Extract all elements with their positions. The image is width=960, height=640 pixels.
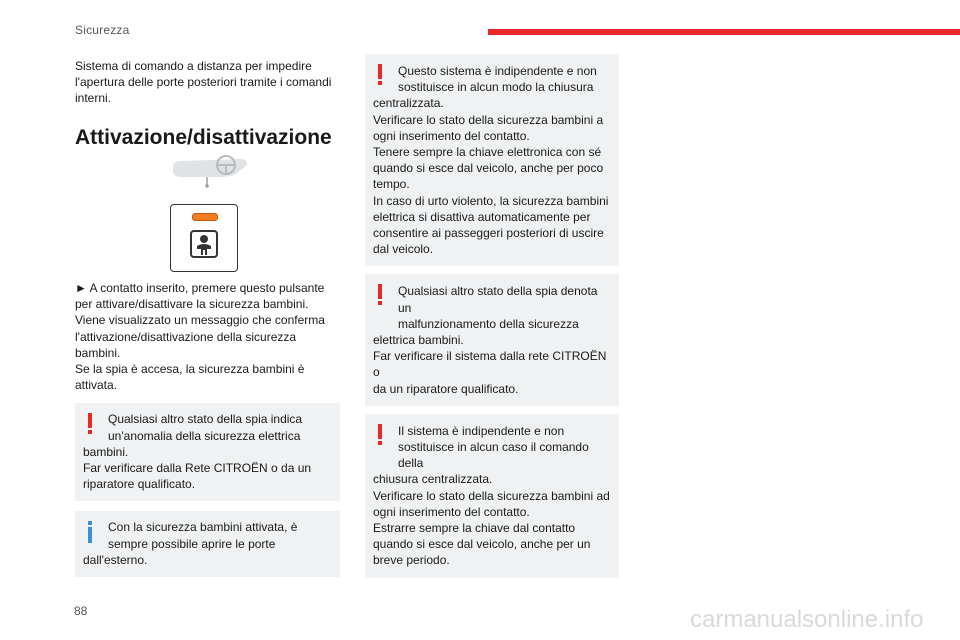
instruction-line: Se la spia è accesa, la sicurezza bambini è bbox=[75, 362, 305, 377]
warning-line: centralizzata. bbox=[373, 96, 444, 111]
warning-icon bbox=[377, 284, 383, 306]
info-line: sempre possibile aprire le porte bbox=[108, 536, 276, 551]
warning-box-malfunction bbox=[365, 274, 619, 405]
warning-icon bbox=[377, 64, 383, 86]
warning-line: elettrica si disattiva automaticamente per bbox=[373, 209, 591, 224]
warning-line: sostituisce in alcun modo la chiusura bbox=[398, 80, 594, 95]
info-icon bbox=[87, 521, 93, 543]
warning-box-independence bbox=[365, 54, 619, 266]
instruction-line: attivata. bbox=[75, 378, 118, 393]
instruction-line: l'attivazione/disattivazione della sicurezza bbox=[75, 329, 297, 344]
warning-line: quando si esce dal veicolo, anche per poco bbox=[373, 161, 604, 176]
warning-line: riparatore qualificato. bbox=[83, 477, 196, 492]
steering-wheel-dashboard-icon bbox=[171, 151, 251, 191]
warning-line: bambini. bbox=[83, 444, 129, 459]
right-column bbox=[365, 54, 619, 578]
warning-line: Estrarre sempre la chiave dal contatto bbox=[373, 521, 576, 536]
instruction-line: per attivare/disattivare la sicurezza bambini. bbox=[75, 297, 309, 312]
warning-line: breve periodo. bbox=[373, 553, 450, 568]
warning-icon bbox=[87, 413, 93, 435]
section-title: Sicurezza bbox=[75, 23, 130, 37]
warning-line: sostituisce in alcun caso il comando della bbox=[398, 440, 589, 471]
info-line: dall'esterno. bbox=[83, 552, 148, 567]
instruction-line: Viene visualizzato un messaggio che conferma bbox=[75, 313, 325, 328]
warning-line: Verificare lo stato della sicurezza bambini ad bbox=[373, 488, 610, 503]
warning-box-key bbox=[365, 414, 619, 578]
warning-line: Qualsiasi altro stato della spia denota un bbox=[398, 284, 598, 315]
instruction-line: ► A contatto inserito, premere questo pulsante bbox=[75, 281, 325, 295]
warning-line: ogni inserimento del contatto. bbox=[373, 504, 530, 519]
child-lock-indicator-led bbox=[192, 213, 218, 221]
warning-line: quando si esce dal veicolo, anche per un bbox=[373, 537, 591, 552]
warning-line: dal veicolo. bbox=[373, 242, 434, 257]
instruction-line: bambini. bbox=[75, 345, 121, 360]
warning-line: elettrica bambini. bbox=[373, 333, 464, 348]
warning-line: da un riparatore qualificato. bbox=[373, 381, 519, 396]
instructions bbox=[75, 280, 340, 577]
intro-line-2: l'apertura delle porte posteriori tramite i comandi bbox=[75, 75, 332, 90]
page-number: 88 bbox=[74, 604, 88, 618]
warning-line: tempo. bbox=[373, 177, 410, 192]
warning-line: In caso di urto violento, la sicurezza bambini bbox=[373, 193, 609, 208]
warning-line: Verificare lo stato della sicurezza bambini a bbox=[373, 112, 604, 127]
child-lock-button bbox=[170, 204, 238, 272]
warning-box bbox=[75, 403, 340, 501]
warning-line: consentire ai passeggeri posteriori di uscire bbox=[373, 226, 604, 241]
child-lock-icon bbox=[189, 229, 219, 259]
warning-line: Questo sistema è indipendente e non bbox=[398, 64, 597, 78]
watermark-text: carmanualsonline.info bbox=[690, 606, 924, 633]
header-accent-bar bbox=[488, 29, 960, 35]
info-box bbox=[75, 511, 340, 577]
intro-line-1: Sistema di comando a distanza per impedire bbox=[75, 59, 312, 73]
warning-line: Far verificare dalla Rete CITROËN o da un bbox=[83, 461, 312, 476]
warning-line: chiusura centralizzata. bbox=[373, 472, 493, 487]
warning-line: un'anomalia della sicurezza elettrica bbox=[108, 428, 301, 443]
section-heading: Attivazione/disattivazione bbox=[75, 125, 332, 149]
left-column bbox=[75, 58, 340, 567]
info-line: Con la sicurezza bambini attivata, è bbox=[108, 520, 298, 535]
intro-line-3: interni. bbox=[75, 91, 112, 106]
warning-line: Tenere sempre la chiave elettronica con sé bbox=[373, 145, 602, 160]
warning-icon bbox=[377, 424, 383, 446]
warning-line: malfunzionamento della sicurezza bbox=[398, 316, 579, 331]
warning-line: Far verificare il sistema dalla rete CITROËN o bbox=[373, 349, 607, 380]
warning-line: Qualsiasi altro stato della spia indica bbox=[108, 412, 303, 427]
warning-line: ogni inserimento del contatto. bbox=[373, 128, 530, 143]
warning-line: Il sistema è indipendente e non bbox=[398, 423, 565, 438]
